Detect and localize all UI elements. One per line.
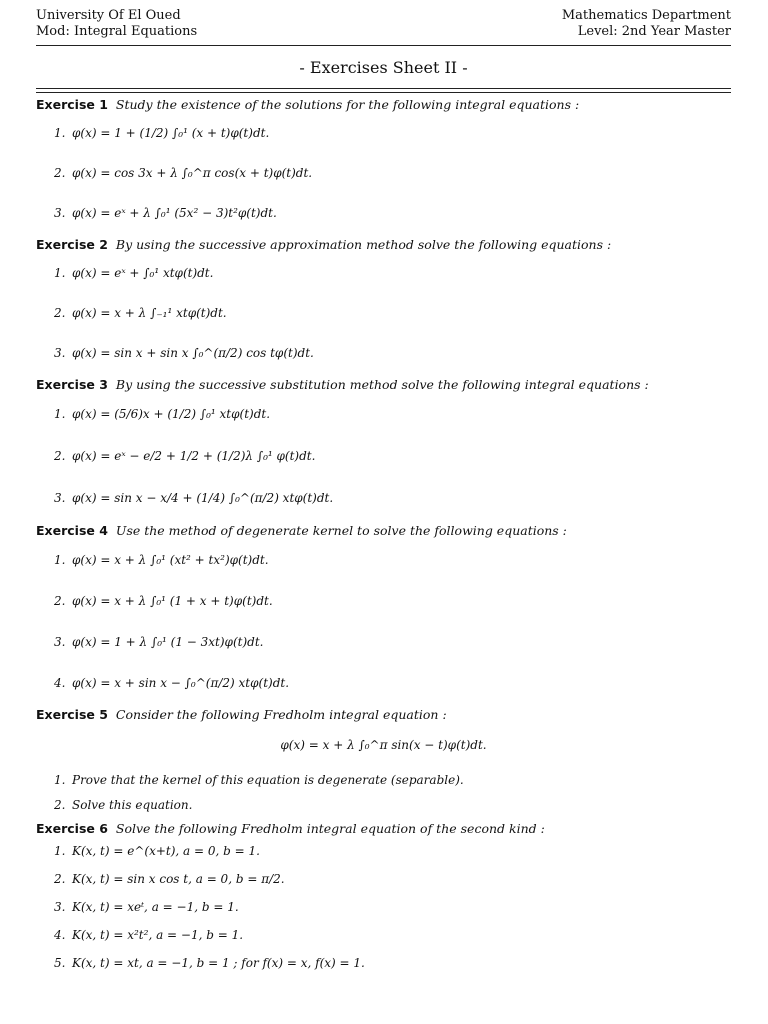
exercise-item bbox=[36, 333, 731, 373]
item-number: 1. bbox=[54, 552, 66, 567]
exercise-prompt: Solve the following Fredholm integral equation of the second kind : bbox=[115, 821, 545, 836]
exercise-item bbox=[36, 865, 731, 893]
exercise-item bbox=[36, 153, 731, 193]
exercise-items bbox=[36, 393, 731, 519]
exercise-label: Exercise 1 bbox=[36, 97, 108, 112]
item-equation: φ(x) = eˣ − e/2 + 1/2 + (1/2)λ ∫₀¹ φ(t)dt. bbox=[72, 449, 316, 463]
exercise-heading bbox=[36, 523, 731, 539]
exercise-heading bbox=[36, 377, 731, 393]
item-equation: K(x, t) = xt, a = −1, b = 1 ; for f(x) = x, f(x) = 1. bbox=[72, 956, 365, 970]
exercise-item bbox=[36, 949, 731, 977]
item-number: 1. bbox=[54, 844, 66, 858]
exercise-label: Exercise 2 bbox=[36, 237, 108, 252]
item-number: 2. bbox=[54, 166, 66, 180]
item-number: 2. bbox=[54, 872, 66, 886]
item-equation: φ(x) = x + λ ∫₀¹ (xt² + tx²)φ(t)dt. bbox=[72, 552, 269, 567]
item-number: 1. bbox=[54, 126, 66, 140]
header-right bbox=[562, 8, 731, 40]
exercise-items bbox=[36, 767, 731, 817]
level-label: Level: 2nd Year Master bbox=[577, 24, 731, 39]
item-equation: φ(x) = sin x + sin x ∫₀^(π/2) cos tφ(t)dt. bbox=[72, 346, 314, 360]
item-equation: φ(x) = x + sin x − ∫₀^(π/2) xtφ(t)dt. bbox=[72, 675, 290, 690]
item-number: 3. bbox=[54, 900, 66, 914]
item-number: 1. bbox=[54, 772, 66, 787]
exercise-label: Exercise 4 bbox=[36, 523, 108, 538]
exercise-item bbox=[36, 621, 731, 662]
item-equation: φ(x) = x + λ ∫₋₁¹ xtφ(t)dt. bbox=[72, 306, 227, 320]
exercise-label: Exercise 6 bbox=[36, 821, 108, 836]
item-number: 1. bbox=[54, 266, 66, 280]
item-equation: Prove that the kernel of this equation is degenerate (separable). bbox=[72, 772, 464, 787]
exercise-prompt: Use the method of degenerate kernel to solve the following equations : bbox=[115, 523, 567, 538]
item-equation: K(x, t) = xeᵗ, a = −1, b = 1. bbox=[72, 900, 239, 914]
module-name: Mod: Integral Equations bbox=[36, 24, 198, 39]
exercise-item bbox=[36, 662, 731, 703]
exercise-item bbox=[36, 293, 731, 333]
item-number: 2. bbox=[54, 449, 66, 463]
sheet-title: - Exercises Sheet II - bbox=[299, 58, 468, 77]
exercise-item bbox=[36, 580, 731, 621]
exercise-2 bbox=[36, 237, 731, 373]
item-equation: Solve this equation. bbox=[72, 797, 193, 812]
department-name: Mathematics Department bbox=[561, 8, 731, 23]
item-equation: K(x, t) = sin x cos t, a = 0, b = π/2. bbox=[72, 872, 285, 886]
exercise-prompt: By using the successive approximation method solve the following equations : bbox=[115, 237, 612, 252]
exercise-prompt: Consider the following Fredholm integral equation : bbox=[115, 707, 447, 722]
item-equation: φ(x) = eˣ + ∫₀¹ xtφ(t)dt. bbox=[72, 266, 214, 280]
item-number: 4. bbox=[54, 928, 66, 942]
title-rule bbox=[36, 88, 731, 93]
item-equation: φ(x) = sin x − x/4 + (1/4) ∫₀^(π/2) xtφ(t)dt. bbox=[72, 491, 334, 505]
header-left bbox=[36, 8, 197, 40]
item-number: 5. bbox=[54, 956, 66, 970]
display-equation: φ(x) = x + λ ∫₀^π sin(x − t)φ(t)dt. bbox=[280, 738, 487, 752]
item-number: 1. bbox=[54, 407, 66, 421]
exercise-heading bbox=[36, 707, 731, 723]
exercise-label: Exercise 3 bbox=[36, 377, 108, 392]
exercise-prompt: By using the successive substitution method solve the following integral equations : bbox=[115, 377, 649, 392]
exercise-item bbox=[36, 477, 731, 519]
exercise-item bbox=[36, 253, 731, 293]
exercise-item bbox=[36, 893, 731, 921]
exercise-items bbox=[36, 837, 731, 977]
exercise-item bbox=[36, 193, 731, 233]
item-equation: φ(x) = eˣ + λ ∫₀¹ (5x² − 3)t²φ(t)dt. bbox=[72, 206, 277, 220]
item-equation: φ(x) = cos 3x + λ ∫₀^π cos(x + t)φ(t)dt. bbox=[72, 166, 313, 180]
item-equation: φ(x) = x + λ ∫₀¹ (1 + x + t)φ(t)dt. bbox=[72, 593, 273, 608]
university-name: University Of El Oued bbox=[36, 8, 181, 23]
exercise-items bbox=[36, 253, 731, 373]
item-number: 2. bbox=[54, 306, 66, 320]
item-number: 2. bbox=[54, 593, 66, 608]
header-rule bbox=[36, 45, 731, 46]
exercise-label: Exercise 5 bbox=[36, 707, 108, 722]
exercise-heading bbox=[36, 821, 731, 837]
item-number: 2. bbox=[54, 797, 66, 812]
exercise-item bbox=[36, 539, 731, 580]
exercise-prompt: Study the existence of the solutions for the following integral equations : bbox=[115, 97, 580, 112]
item-number: 3. bbox=[54, 634, 66, 649]
exercise-5 bbox=[36, 707, 731, 817]
item-equation: φ(x) = 1 + λ ∫₀¹ (1 − 3xt)φ(t)dt. bbox=[72, 634, 264, 649]
exercise-item bbox=[36, 921, 731, 949]
exercise-item bbox=[36, 767, 731, 792]
exercise-heading bbox=[36, 97, 731, 113]
exercise-item bbox=[36, 393, 731, 435]
exercise-heading bbox=[36, 237, 731, 253]
item-number: 3. bbox=[54, 346, 66, 360]
exercise-4 bbox=[36, 523, 731, 703]
item-number: 4. bbox=[54, 675, 66, 690]
exercise-1 bbox=[36, 97, 731, 233]
item-equation: φ(x) = (5/6)x + (1/2) ∫₀¹ xtφ(t)dt. bbox=[72, 407, 271, 421]
exercise-item bbox=[36, 792, 731, 817]
item-equation: K(x, t) = x²t², a = −1, b = 1. bbox=[72, 928, 244, 942]
exercise-item bbox=[36, 435, 731, 477]
exercise-items bbox=[36, 113, 731, 233]
exercise-item bbox=[36, 113, 731, 153]
item-number: 3. bbox=[54, 206, 66, 220]
item-equation: φ(x) = 1 + (1/2) ∫₀¹ (x + t)φ(t)dt. bbox=[72, 126, 270, 140]
item-equation: K(x, t) = e^(x+t), a = 0, b = 1. bbox=[72, 844, 260, 858]
exercise-item bbox=[36, 837, 731, 865]
exercise-items bbox=[36, 539, 731, 703]
exercise-sheet bbox=[36, 8, 731, 977]
item-number: 3. bbox=[54, 491, 66, 505]
exercise-6 bbox=[36, 821, 731, 977]
exercise-3 bbox=[36, 377, 731, 519]
page-header bbox=[36, 8, 731, 40]
